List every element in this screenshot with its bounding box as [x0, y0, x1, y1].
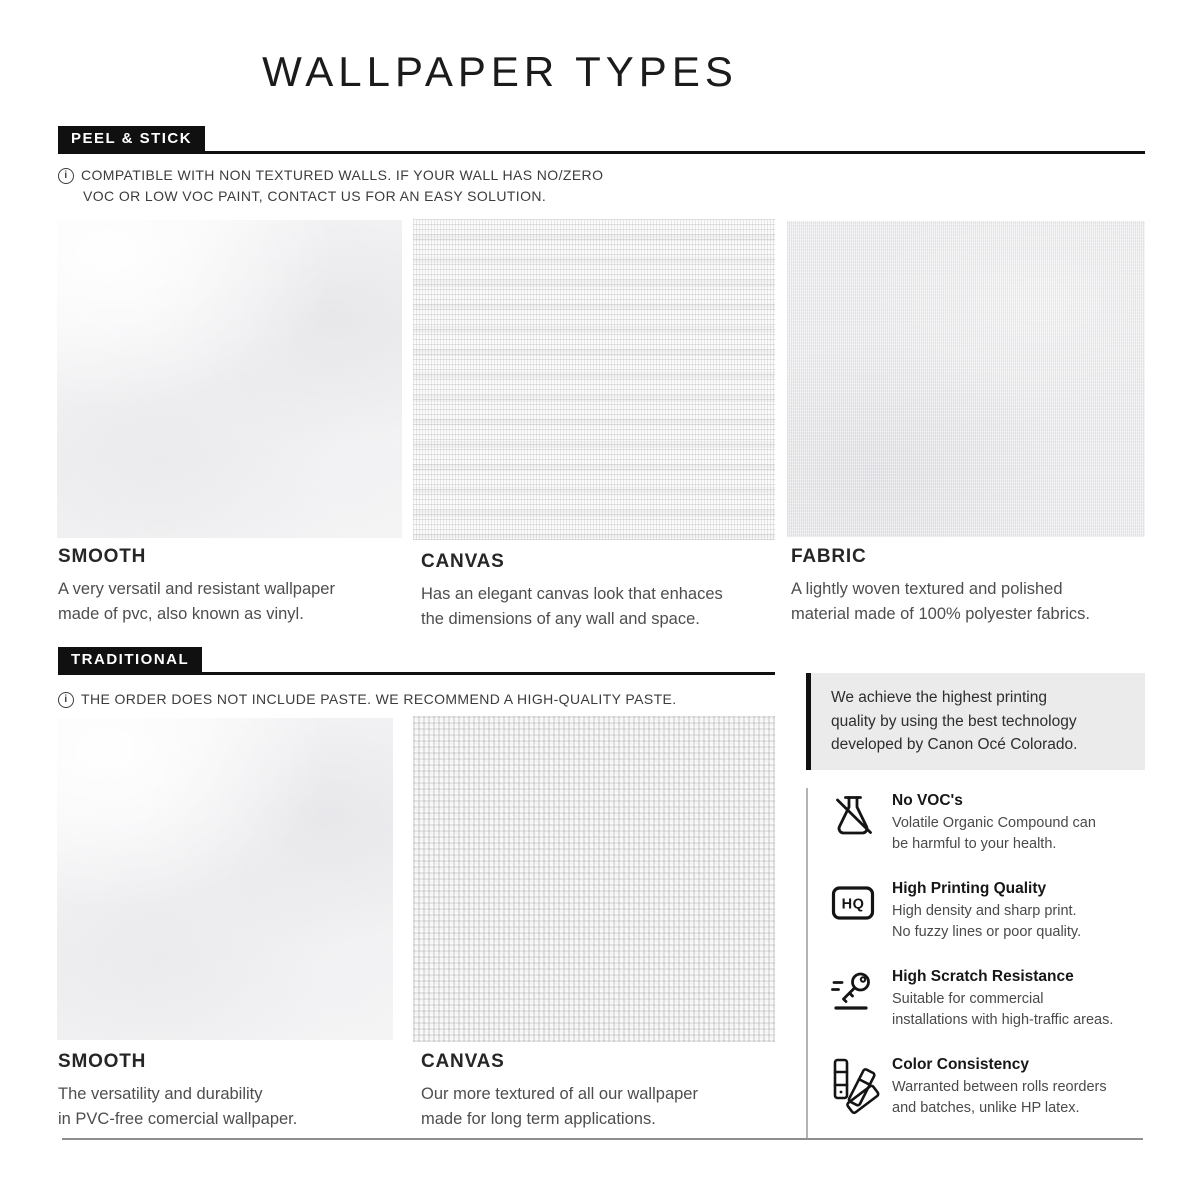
- peel-stick-rule: [58, 151, 1145, 154]
- feature-color-consistency: [829, 1055, 1151, 1118]
- swatch-peel-canvas: [413, 219, 775, 540]
- caption-peel-canvas: [421, 551, 781, 632]
- feature-text: [892, 791, 1096, 854]
- swatch-title: SMOOTH: [58, 546, 147, 567]
- swatch-title: CANVAS: [421, 1051, 505, 1072]
- features-list: [829, 791, 1151, 1118]
- swatch-title: FABRIC: [791, 546, 867, 567]
- section-label-peel-stick: PEEL & STICK: [58, 126, 205, 153]
- printing-quality-quote: We achieve the highest printing quality by using the best technology developed by Canon Océ Colorado.: [806, 673, 1145, 770]
- feature-description: Suitable for commercial installations with high-traffic areas.: [892, 991, 1114, 1028]
- note-line: COMPATIBLE WITH NON TEXTURED WALLS. IF YOUR WALL HAS NO/ZERO: [81, 167, 604, 183]
- feature-high-scratch-resistance: [829, 967, 1151, 1030]
- scratch-key-icon: [829, 967, 877, 1015]
- feature-title: High Printing Quality: [892, 880, 1047, 897]
- note-line: VOC OR LOW VOC PAINT, CONTACT US FOR AN EASY SOLUTION.: [83, 188, 547, 204]
- swatch-peel-smooth: [57, 220, 402, 538]
- hq-badge-icon: [829, 879, 877, 927]
- feature-title: Color Consistency: [892, 1056, 1029, 1073]
- features-divider-line: [806, 788, 808, 1140]
- info-icon: i: [58, 168, 74, 184]
- feature-description: Volatile Organic Compound can be harmful to your health.: [892, 815, 1096, 852]
- swatch-description: Has an elegant canvas look that enhaces the dimensions of any wall and space.: [421, 585, 723, 628]
- swatch-peel-fabric: [787, 221, 1145, 537]
- caption-traditional-canvas: [421, 1051, 781, 1132]
- swatch-description: A very versatil and resistant wallpaper made of pvc, also known as vinyl.: [58, 580, 335, 623]
- feature-text: [892, 879, 1081, 942]
- caption-traditional-smooth: [58, 1051, 408, 1132]
- feature-no-voc: [829, 791, 1151, 854]
- swatch-description: A lightly woven textured and polished material made of 100% polyester fabrics.: [791, 580, 1090, 623]
- page-title: WALLPAPER TYPES: [262, 48, 738, 95]
- swatch-traditional-smooth: [57, 718, 393, 1040]
- hq-badge-label: HQ: [841, 896, 865, 913]
- feature-text: [892, 1055, 1107, 1118]
- caption-peel-smooth: [58, 546, 408, 627]
- no-voc-flask-icon: [829, 791, 877, 839]
- traditional-note: [58, 689, 677, 710]
- bottom-divider: [62, 1138, 1143, 1140]
- swatch-title: CANVAS: [421, 551, 505, 572]
- feature-description: Warranted between rolls reorders and batches, unlike HP latex.: [892, 1079, 1107, 1116]
- note-line: THE ORDER DOES NOT INCLUDE PASTE. WE RECOMMEND A HIGH-QUALITY PASTE.: [81, 691, 677, 707]
- color-swatches-icon: [829, 1055, 877, 1103]
- caption-peel-fabric: [791, 546, 1149, 627]
- swatch-description: Our more textured of all our wallpaper made for long term applications.: [421, 1085, 698, 1128]
- feature-title: No VOC's: [892, 792, 963, 809]
- feature-title: High Scratch Resistance: [892, 968, 1074, 985]
- swatch-description: The versatility and durability in PVC-free comercial wallpaper.: [58, 1085, 298, 1128]
- info-icon: i: [58, 692, 74, 708]
- feature-text: [892, 967, 1113, 1030]
- swatch-title: SMOOTH: [58, 1051, 147, 1072]
- peel-stick-note-text: [81, 165, 603, 207]
- swatch-traditional-canvas: [413, 716, 775, 1042]
- feature-high-printing-quality: [829, 879, 1151, 942]
- peel-stick-note: [58, 165, 603, 207]
- section-label-traditional: TRADITIONAL: [58, 647, 202, 674]
- feature-description: High density and sharp print. No fuzzy lines or poor quality.: [892, 903, 1082, 940]
